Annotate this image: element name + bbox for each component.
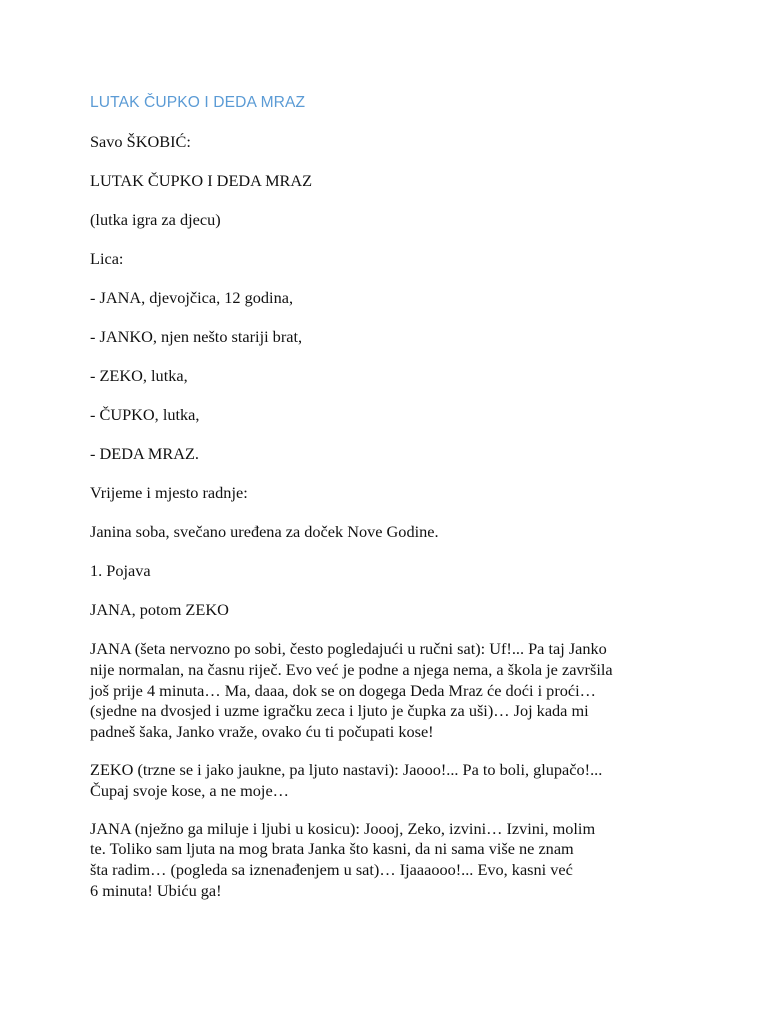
dialogue-line: Čupaj svoje kose, a ne moje…	[90, 780, 289, 800]
play-title: LUTAK ČUPKO I DEDA MRAZ	[90, 171, 313, 190]
scene-characters: JANA, potom ZEKO	[90, 600, 229, 619]
dialogue-line: ZEKO (trzne se i jako jaukne, pa ljuto nastavi): Jaooo!... Pa to boli, glupačo!...	[90, 759, 603, 779]
dialogue-line: još prije 4 minuta… Ma, daaa, dok se on dogega Deda Mraz će doći i proći…	[90, 680, 596, 700]
cast-item: - JANKO, njen nešto stariji brat,	[90, 327, 303, 346]
cast-item: - ZEKO, lutka,	[90, 366, 188, 385]
document-page	[90, 93, 680, 919]
dialogue-paragraph	[90, 760, 680, 802]
dialogue-line: nije normalan, na časnu riječ. Evo već je podne a njega nema, a škola je završila	[90, 659, 613, 679]
dialogue-paragraph	[90, 639, 680, 743]
author-line: Savo ŠKOBIĆ:	[90, 132, 191, 151]
dialogue-line: JANA (šeta nervozno po sobi, često pogledajući u ručni sat): Uf!... Pa taj Janko	[90, 639, 607, 658]
dialogue-line: JANA (nježno ga miluje i ljubi u kosicu): Joooj, Zeko, izvini… Izvini, molim	[90, 818, 596, 838]
dialogue-line: šta radim… (pogleda sa iznenađenjem u sat)… Ijaaaooo!... Evo, kasni već	[90, 860, 573, 880]
dialogue-line: padneš šaka, Janko vraže, ovako ću ti počupati kose!	[90, 722, 434, 742]
play-subtitle: (lutka igra za djecu)	[90, 210, 221, 229]
document-heading: LUTAK ČUPKO I DEDA MRAZ	[90, 94, 306, 111]
dialogue-line: 6 minuta! Ubiću ga!	[90, 880, 222, 900]
dialogue-line: te. Toliko sam ljuta na mog brata Janka što kasni, da ni sama više ne znam	[90, 839, 574, 859]
cast-item: - ČUPKO, lutka,	[90, 405, 200, 424]
cast-item: - DEDA MRAZ.	[90, 444, 199, 463]
dialogue-paragraph	[90, 819, 680, 902]
dialogue-line: (sjedne na dvosjed i uzme igračku zeca i ljuto je čupka za uši)… Joj kada mi	[90, 701, 589, 721]
cast-item: - JANA, djevojčica, 12 godina,	[90, 288, 294, 307]
setting-label: Vrijeme i mjesto radnje:	[90, 483, 248, 502]
cast-label: Lica:	[90, 249, 124, 268]
setting-description: Janina soba, svečano uređena za doček Nove Godine.	[90, 522, 439, 541]
scene-heading: 1. Pojava	[90, 561, 151, 580]
